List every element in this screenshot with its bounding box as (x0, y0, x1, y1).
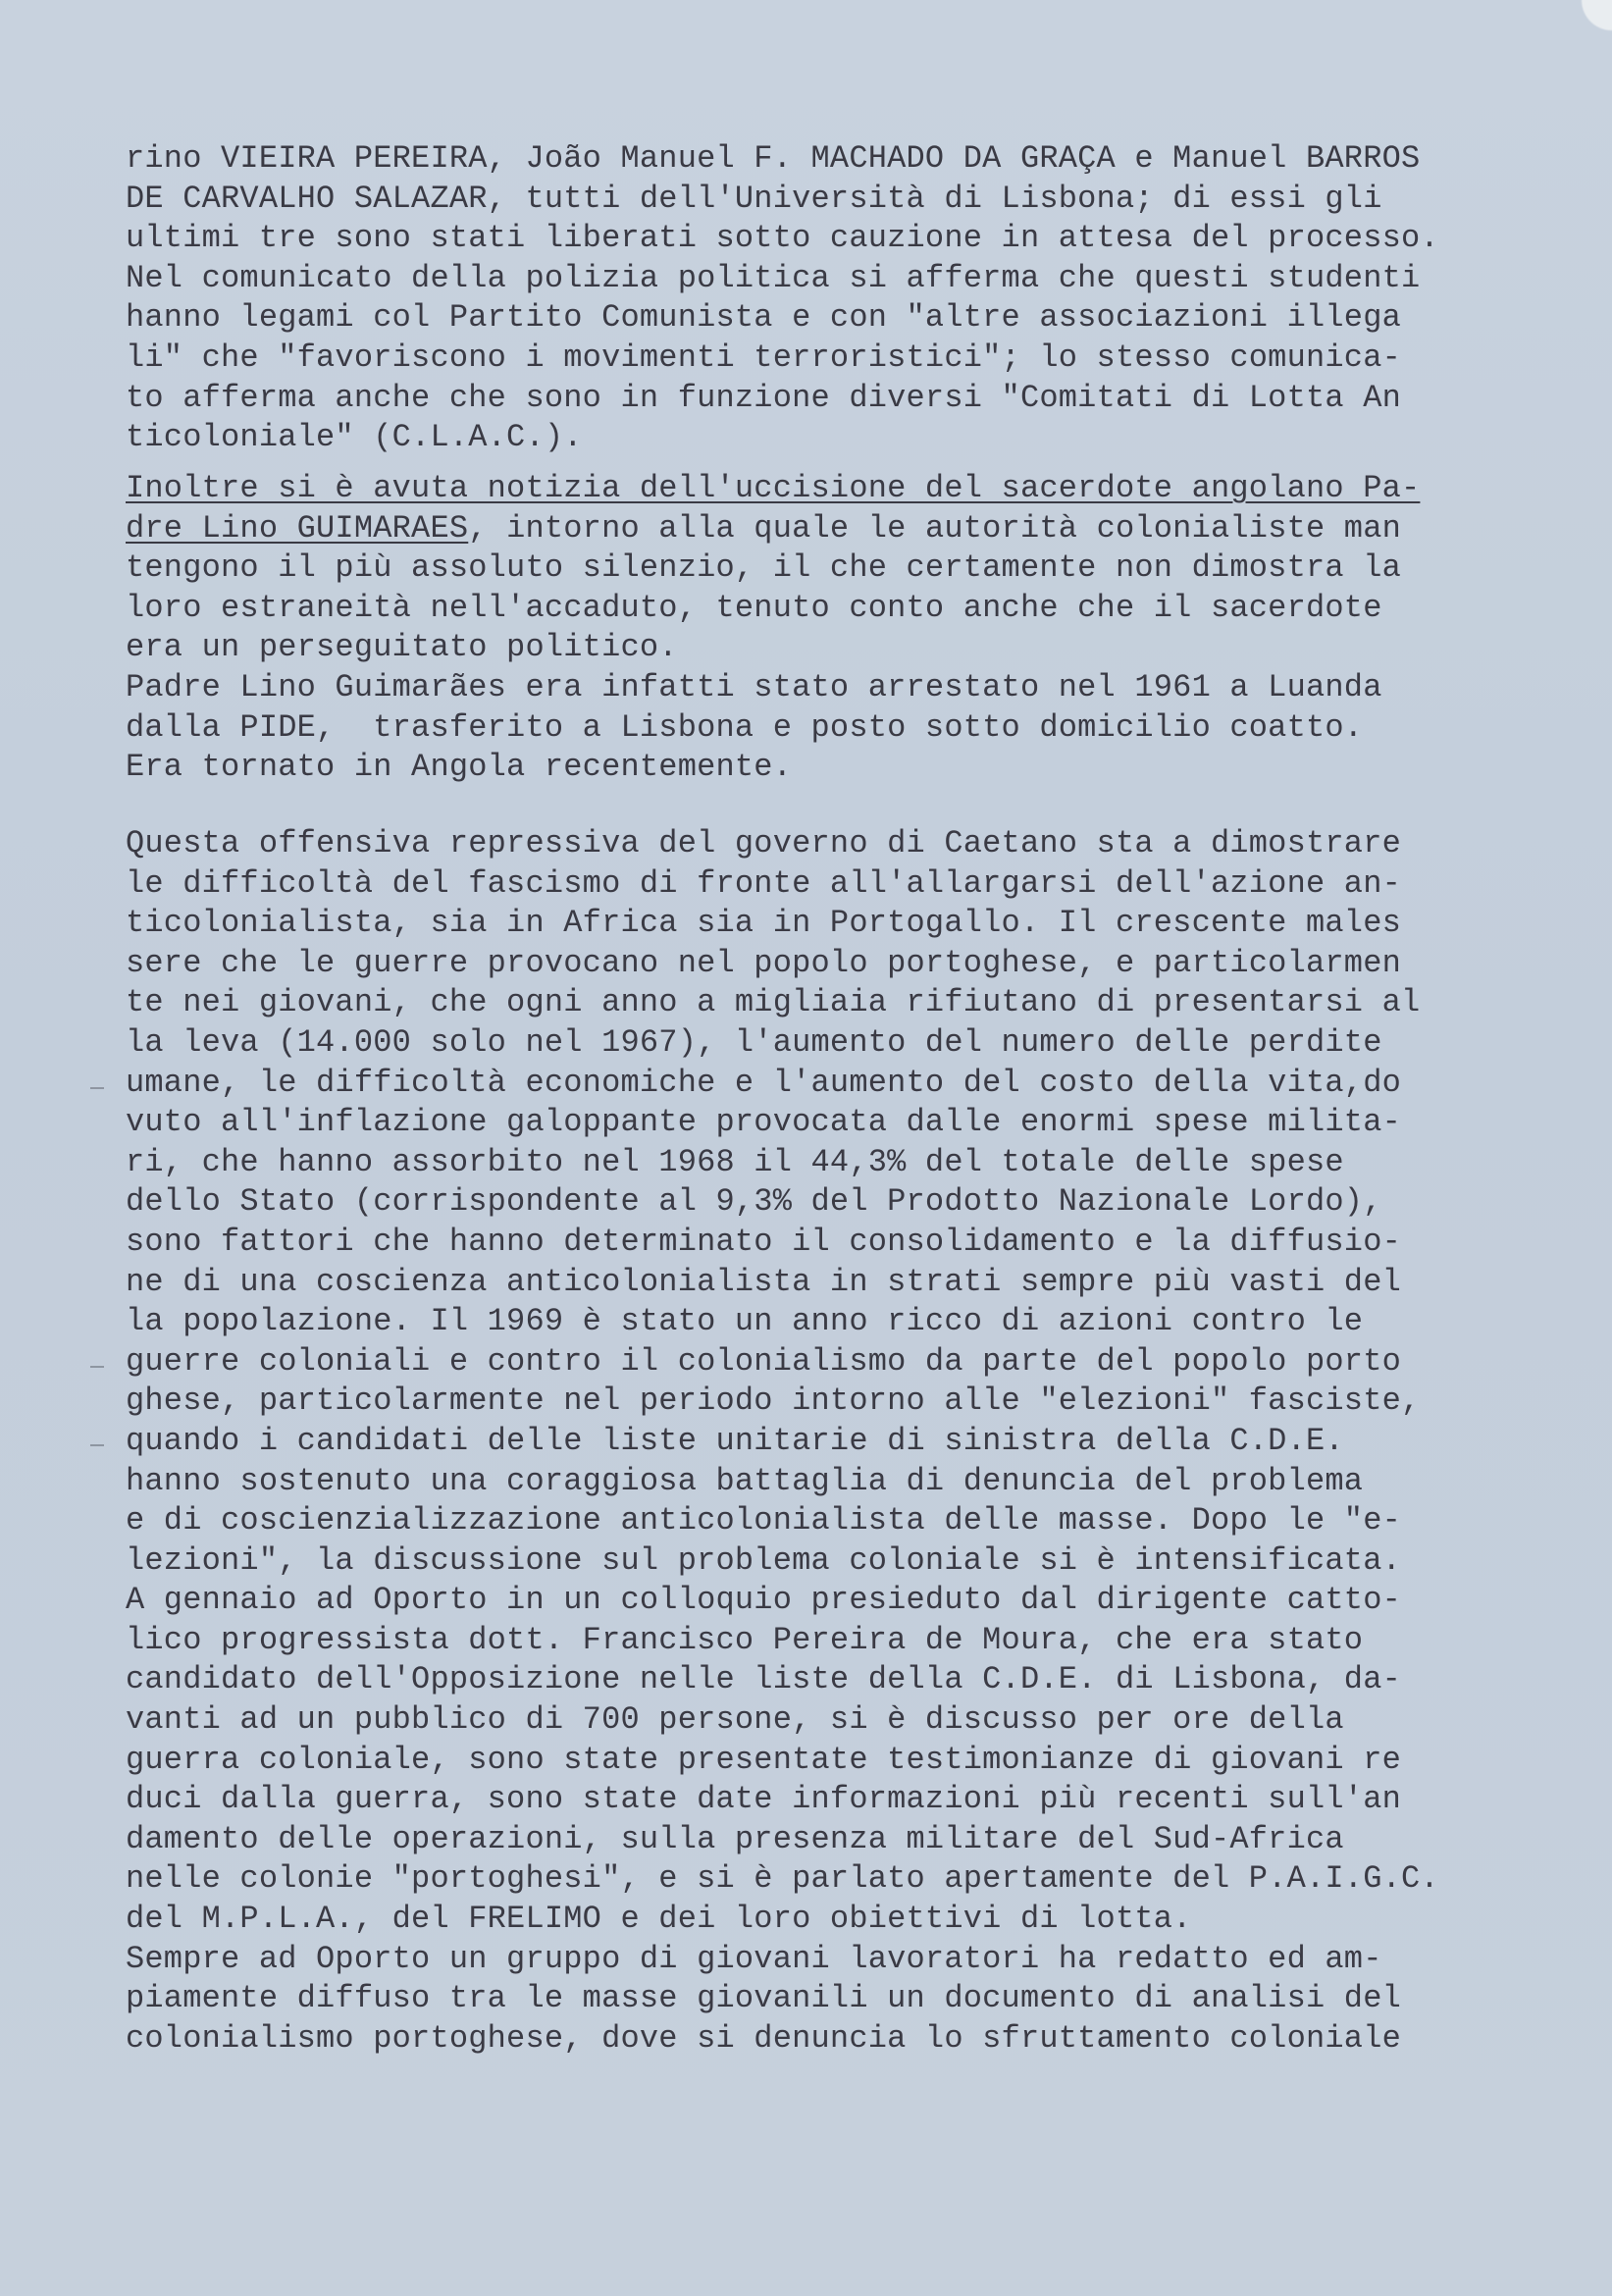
text-line: del M.P.L.A., del FRELIMO e dei loro obiettivi di lotta. (126, 1901, 1192, 1938)
text-line: quando i candidati delle liste unitarie di sinistra della C.D.E. (126, 1422, 1344, 1459)
text-line: Sempre ad Oporto un gruppo di giovani lavoratori ha redatto ed am- (126, 1940, 1382, 1977)
underlined-name: dre Lino GUIMARAES (126, 509, 469, 547)
text-line: candidato dell'Opposizione nelle liste della C.D.E. di Lisbona, da- (126, 1661, 1402, 1698)
text-line: colonialismo portoghese, dove si denuncia lo sfruttamento coloniale (126, 2019, 1402, 2057)
text-line: ticoloniale" (C.L.A.C.). (126, 419, 583, 456)
text-line: sere che le guerre provocano nel popolo portoghese, e particolarmen (126, 944, 1402, 981)
text-line: vanti ad un pubblico di 700 persone, si è discusso per ore della (126, 1701, 1344, 1739)
text-line: tengono il più assoluto silenzio, il che certamente non dimostra la (126, 549, 1402, 587)
underlined-text-line: Inoltre si è avuta notizia dell'uccisione del sacerdote angolano Pa- (126, 470, 1421, 506)
text-line: Padre Lino Guimarães era infatti stato arrestato nel 1961 a Luanda (126, 668, 1382, 705)
text-line: loro estraneità nell'accaduto, tenuto conto anche che il sacerdote (126, 589, 1382, 626)
text-line: lico progressista dott. Francisco Pereira de Moura, che era stato (126, 1621, 1364, 1658)
text-line: la leva (14.000 solo nel 1967), l'aumento del numero delle perdite (126, 1023, 1382, 1061)
text-line: ghese, particolarmente nel periodo intorno alle "elezioni" fasciste, (126, 1383, 1421, 1420)
text-line: A gennaio ad Oporto in un colloquio presieduto dal dirigente catto- (126, 1582, 1402, 1619)
text-line: hanno legami col Partito Comunista e con "altre associazioni illega (126, 299, 1402, 337)
text-line-rest: , intorno alla quale le autorità colonialiste man (468, 509, 1402, 547)
text-line: to afferma anche che sono in funzione diversi "Comitati di Lotta An (126, 379, 1402, 416)
text-line: damento delle operazioni, sulla presenza militare del Sud-Africa (126, 1820, 1344, 1857)
text-line: te nei giovani, che ogni anno a migliaia rifiutano di presentarsi al (126, 984, 1421, 1021)
paragraph-priest-killing (126, 469, 1489, 788)
paragraph-students-arrest (126, 139, 1489, 458)
text-line: piamente diffuso tra le masse giovanili un documento di analisi del (126, 1980, 1402, 2017)
text-line: sono fattori che hanno determinato il consolidamento e la diffusio- (126, 1223, 1402, 1260)
text-line: umane, le difficoltà economiche e l'aumento del costo della vita,do (126, 1064, 1402, 1101)
text-line: vuto all'inflazione galoppante provocata dalle enormi spese milita- (126, 1104, 1402, 1141)
margin-mark (90, 1087, 104, 1089)
paragraph-repressive-offensive (126, 824, 1489, 2059)
text-line: Nel comunicato della polizia politica si afferma che questi studenti (126, 259, 1421, 296)
text-line: hanno sostenuto una coraggiosa battaglia di denuncia del problema (126, 1462, 1364, 1499)
text-line: rino VIEIRA PEREIRA, João Manuel F. MACHADO DA GRAÇA e Manuel BARROS (126, 140, 1421, 177)
text-line: Era tornato in Angola recentemente. (126, 749, 793, 786)
text-line: dalla PIDE, trasferito a Lisbona e posto sotto domicilio coatto. (126, 708, 1364, 746)
text-line: duci dalla guerra, sono state date informazioni più recenti sull'an (126, 1781, 1402, 1818)
text-line: e di coscienzializzazione anticolonialista delle masse. Dopo le "e- (126, 1502, 1402, 1539)
text-line (126, 509, 1489, 549)
text-line: guerre coloniali e contro il colonialismo da parte del popolo porto (126, 1342, 1402, 1380)
text-line: Questa offensiva repressiva del governo di Caetano sta a dimostrare (126, 825, 1402, 861)
text-line: ne di una coscienza anticolonialista in strati sempre più vasti del (126, 1263, 1402, 1300)
text-line: lezioni", la discussione sul problema coloniale si è intensificata. (126, 1541, 1402, 1579)
text-line: nelle colonie "portoghesi", e si è parlato apertamente del P.A.I.G.C. (126, 1860, 1439, 1898)
text-line: ri, che hanno assorbito nel 1968 il 44,3% del totale delle spese (126, 1143, 1344, 1180)
text-line: ultimi tre sono stati liberati sotto cauzione in attesa del processo. (126, 220, 1439, 257)
text-line: le difficoltà del fascismo di fronte all'allargarsi dell'azione an- (126, 864, 1402, 902)
text-line: dello Stato (corrispondente al 9,3% del Prodotto Nazionale Lordo), (126, 1183, 1382, 1221)
text-line: la popolazione. Il 1969 è stato un anno ricco di azioni contro le (126, 1303, 1364, 1340)
text-line: DE CARVALHO SALAZAR, tutti dell'Università di Lisbona; di essi gli (126, 180, 1382, 217)
text-line: guerra coloniale, sono state presentate testimonianze di giovani re (126, 1741, 1402, 1778)
margin-mark (90, 1444, 104, 1446)
torn-corner (1534, 0, 1612, 88)
text-line: li" che "favoriscono i movimenti terroristici"; lo stesso comunica- (126, 339, 1402, 376)
text-line: era un perseguitato politico. (126, 629, 678, 666)
text-line: ticolonialista, sia in Africa sia in Portogallo. Il crescente males (126, 905, 1402, 942)
margin-mark (90, 1366, 104, 1368)
